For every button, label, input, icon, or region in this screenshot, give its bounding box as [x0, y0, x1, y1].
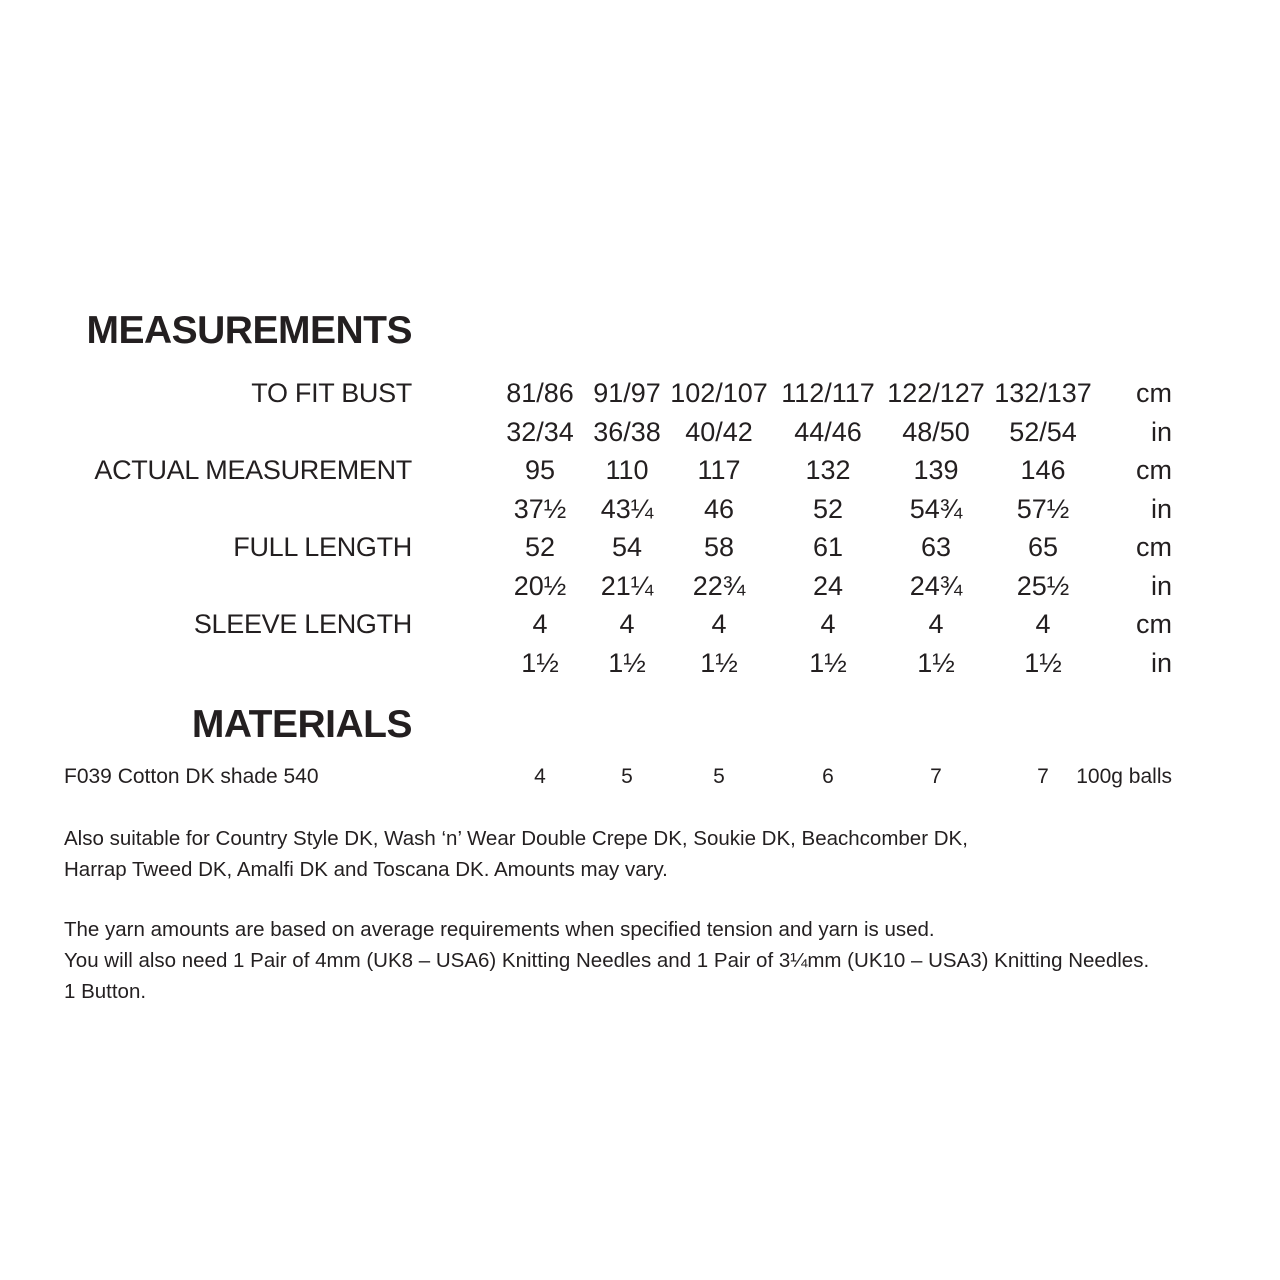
- table-cell: 102/107: [670, 378, 768, 408]
- unit-label: cm: [1136, 609, 1172, 639]
- table-cell: 22¾: [692, 571, 746, 601]
- yarn-quantity: 6: [822, 765, 834, 788]
- table-cell: 139: [913, 455, 959, 485]
- yarn-quantity: 7: [1037, 765, 1049, 788]
- table-cell: 1½: [700, 648, 738, 678]
- table-cell: 1½: [608, 648, 646, 678]
- measurements-heading: MEASUREMENTS: [86, 309, 412, 352]
- table-cell: 4: [928, 609, 944, 639]
- unit-label: in: [1150, 571, 1172, 601]
- table-cell: 91/97: [593, 378, 661, 408]
- table-cell: 1½: [917, 648, 955, 678]
- table-cell: 24: [812, 571, 844, 601]
- unit-label: cm: [1136, 455, 1172, 485]
- paragraph-line: The yarn amounts are based on average requirements when specified tension and yarn is used.: [64, 918, 935, 941]
- materials-heading: MATERIALS: [191, 703, 412, 746]
- table-row: [0, 529, 1280, 565]
- row-label: ACTUAL MEASUREMENT: [94, 455, 412, 485]
- paragraph-line: Also suitable for Country Style DK, Wash ‘n’ Wear Double Crepe DK, Soukie DK, Beachcomber DK,: [64, 827, 968, 850]
- table-cell: 20½: [513, 571, 567, 601]
- table-cell: 52/54: [1009, 417, 1077, 447]
- unit-label: in: [1150, 494, 1172, 524]
- yarn-label: F039 Cotton DK shade 540: [64, 765, 319, 788]
- table-cell: 1½: [521, 648, 559, 678]
- table-cell: 37½: [513, 494, 567, 524]
- table-row: [0, 375, 1280, 411]
- table-row: [0, 606, 1280, 642]
- table-cell: 52: [812, 494, 844, 524]
- table-row: [0, 491, 1280, 527]
- table-cell: 1½: [809, 648, 847, 678]
- table-cell: 21¼: [600, 571, 654, 601]
- table-cell: 117: [697, 455, 741, 485]
- table-cell: 63: [920, 532, 952, 562]
- table-cell: 36/38: [593, 417, 661, 447]
- table-cell: 132/137: [994, 378, 1092, 408]
- unit-label: cm: [1136, 378, 1172, 408]
- table-cell: 24¾: [909, 571, 963, 601]
- table-cell: 52: [524, 532, 556, 562]
- table-cell: 25½: [1016, 571, 1070, 601]
- paragraph-line: You will also need 1 Pair of 4mm (UK8 – USA6) Knitting Needles and 1 Pair of 3¼mm (UK10 – USA3) Knitting Needles.: [64, 949, 1150, 972]
- table-cell: 112/117: [781, 378, 875, 408]
- table-cell: 48/50: [902, 417, 970, 447]
- table-cell: 32/34: [506, 417, 574, 447]
- yarn-quantity: 5: [621, 765, 633, 788]
- table-cell: 44/46: [794, 417, 862, 447]
- yarn-row: [0, 762, 1280, 792]
- table-cell: 4: [820, 609, 836, 639]
- table-cell: 61: [812, 532, 844, 562]
- yarn-quantity: 5: [713, 765, 725, 788]
- table-cell: 46: [703, 494, 735, 524]
- table-row: [0, 414, 1280, 450]
- table-cell: 146: [1020, 455, 1066, 485]
- table-cell: 40/42: [685, 417, 753, 447]
- table-row: [0, 645, 1280, 681]
- requirements-paragraph: [64, 914, 1149, 1007]
- table-cell: 54¾: [909, 494, 963, 524]
- table-cell: 110: [605, 455, 649, 485]
- paragraph-line: 1 Button.: [64, 980, 147, 1003]
- table-cell: 4: [711, 609, 727, 639]
- table-cell: 4: [532, 609, 548, 639]
- paragraph-line: Harrap Tweed DK, Amalfi DK and Toscana DK. Amounts may vary.: [64, 858, 668, 881]
- row-label: TO FIT BUST: [251, 378, 412, 408]
- yarn-quantity: 7: [930, 765, 942, 788]
- row-label: SLEEVE LENGTH: [193, 609, 412, 639]
- table-cell: 54: [611, 532, 643, 562]
- table-row: [0, 452, 1280, 488]
- table-cell: 132: [805, 455, 851, 485]
- table-cell: 43¼: [600, 494, 654, 524]
- table-cell: 95: [524, 455, 556, 485]
- table-row: [0, 568, 1280, 604]
- table-cell: 4: [1035, 609, 1051, 639]
- table-cell: 1½: [1024, 648, 1062, 678]
- unit-label: in: [1150, 648, 1172, 678]
- table-cell: 81/86: [506, 378, 574, 408]
- table-cell: 65: [1027, 532, 1059, 562]
- yarn-quantity: 4: [534, 765, 546, 788]
- alternative-yarns-paragraph: [64, 823, 968, 885]
- table-cell: 57½: [1016, 494, 1070, 524]
- table-cell: 58: [703, 532, 735, 562]
- unit-label: in: [1150, 417, 1172, 447]
- row-label: FULL LENGTH: [233, 532, 412, 562]
- unit-label: cm: [1136, 532, 1172, 562]
- table-cell: 4: [619, 609, 635, 639]
- yarn-unit: 100g balls: [1076, 765, 1172, 788]
- table-cell: 122/127: [887, 378, 985, 408]
